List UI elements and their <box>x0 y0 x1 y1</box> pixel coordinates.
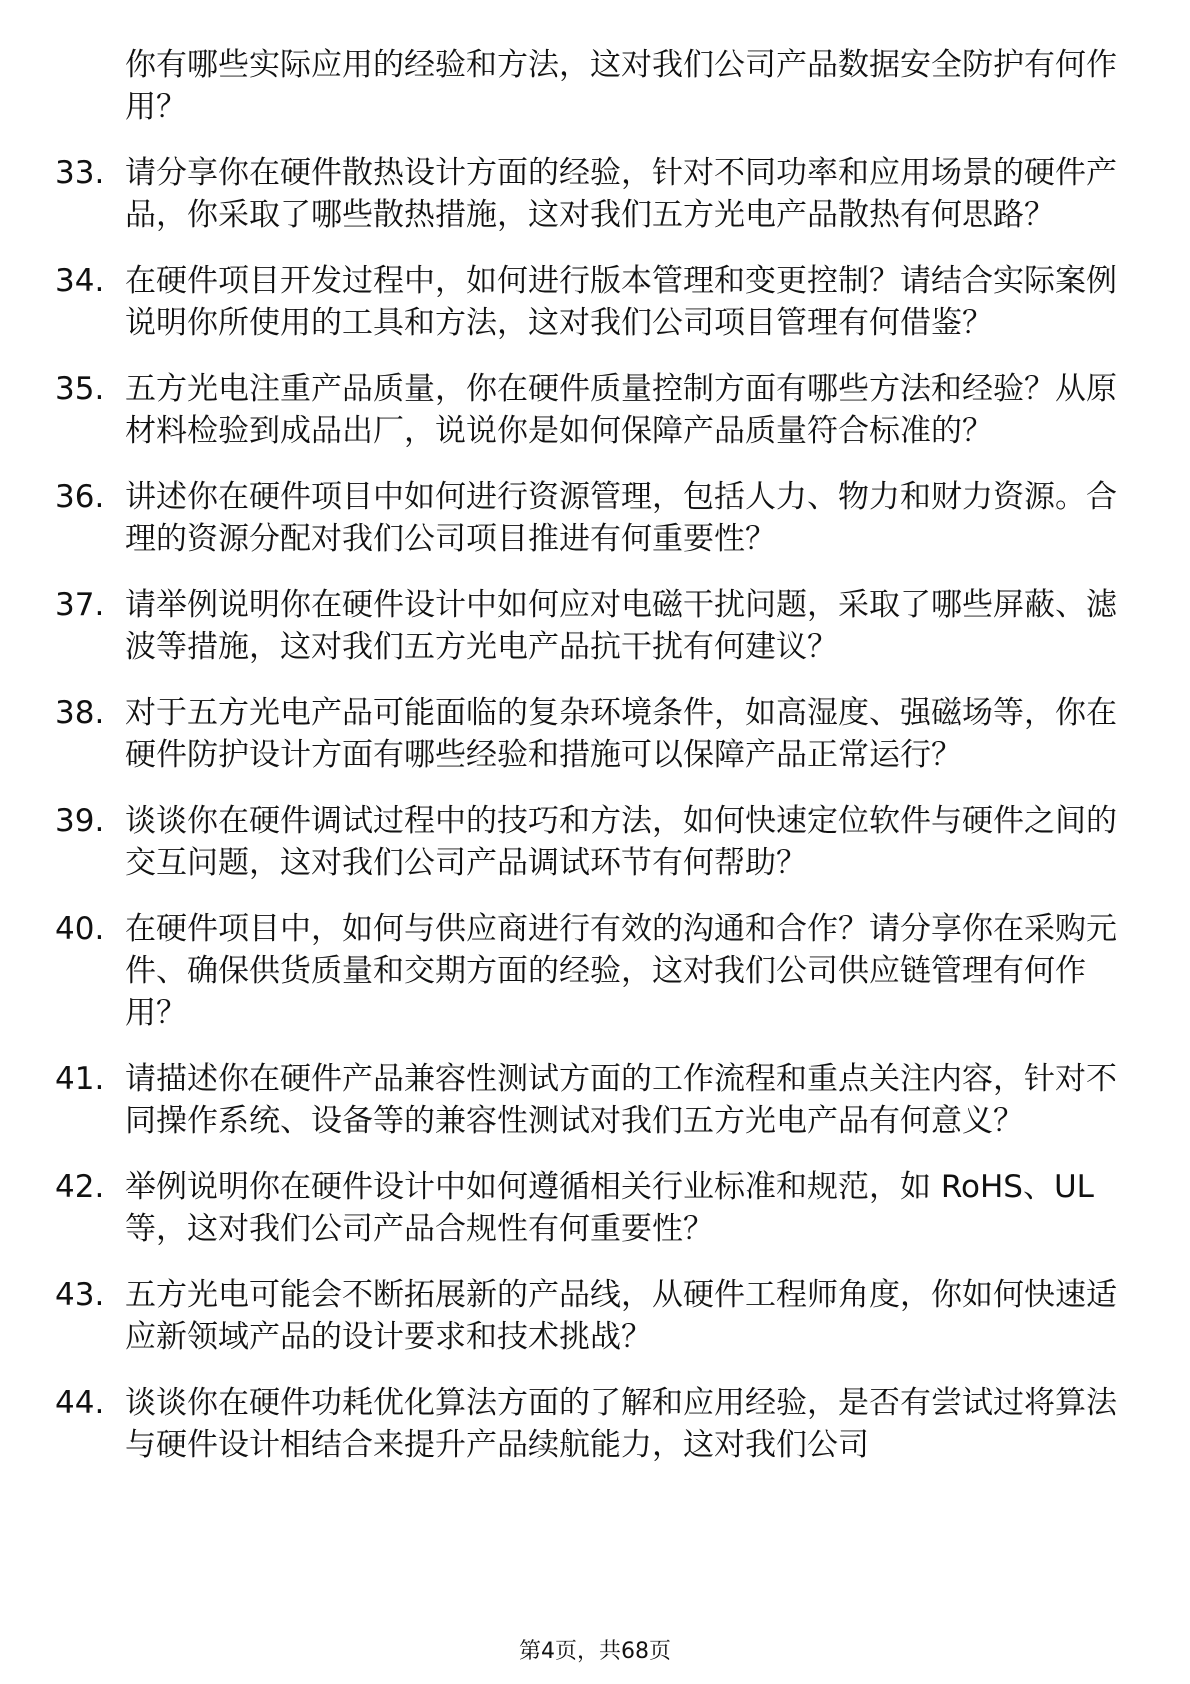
question-text: 在硬件项目中，如何与供应商进行有效的沟通和合作？请分享你在采购元件、确保供货质量和交期方面的经验，这对我们公司供应链管理有何作用？ <box>125 911 1117 1031</box>
question-number: 43. <box>55 1277 105 1313</box>
question-number: 39. <box>55 803 105 839</box>
question-item-38 <box>55 692 1135 776</box>
question-text: 谈谈你在硬件调试过程中的技巧和方法，如何快速定位软件与硬件之间的交互问题，这对我们公司产品调试环节有何帮助？ <box>125 803 1117 881</box>
question-text: 讲述你在硬件项目中如何进行资源管理，包括人力、物力和财力资源。合理的资源分配对我们公司项目推进有何重要性？ <box>125 479 1117 557</box>
question-item-40 <box>55 908 1135 1034</box>
question-number: 40. <box>55 911 105 947</box>
question-item-33 <box>55 152 1135 236</box>
question-item-41 <box>55 1058 1135 1142</box>
question-number: 34. <box>55 263 105 299</box>
question-text: 谈谈你在硬件功耗优化算法方面的了解和应用经验，是否有尝试过将算法与硬件设计相结合来提升产品续航能力，这对我们公司 <box>125 1385 1117 1463</box>
question-text: 请描述你在硬件产品兼容性测试方面的工作流程和重点关注内容，针对不同操作系统、设备等的兼容性测试对我们五方光电产品有何意义？ <box>125 1061 1117 1139</box>
question-text: 对于五方光电产品可能面临的复杂环境条件，如高湿度、强磁场等，你在硬件防护设计方面有哪些经验和措施可以保障产品正常运行？ <box>125 695 1117 773</box>
question-item-43 <box>55 1274 1135 1358</box>
question-text: 五方光电注重产品质量，你在硬件质量控制方面有哪些方法和经验？从原材料检验到成品出厂，说说你是如何保障产品质量符合标准的？ <box>125 371 1117 449</box>
question-item-44 <box>55 1382 1135 1466</box>
question-item-39 <box>55 800 1135 884</box>
question-list <box>55 44 1135 1490</box>
question-number: 36. <box>55 479 105 515</box>
question-text: 举例说明你在硬件设计中如何遵循相关行业标准和规范，如 RoHS、UL 等，这对我们公司产品合规性有何重要性？ <box>125 1169 1094 1247</box>
question-text: 请举例说明你在硬件设计中如何应对电磁干扰问题，采取了哪些屏蔽、滤波等措施，这对我们五方光电产品抗干扰有何建议？ <box>125 587 1117 665</box>
question-number: 44. <box>55 1385 105 1421</box>
question-number: 38. <box>55 695 105 731</box>
question-number: 37. <box>55 587 105 623</box>
page-footer <box>0 1638 1190 1666</box>
question-item-36 <box>55 476 1135 560</box>
continuation-paragraph <box>55 44 1135 128</box>
page-number-label: 第4页，共68页 <box>519 1639 671 1664</box>
question-text: 请分享你在硬件散热设计方面的经验，针对不同功率和应用场景的硬件产品，你采取了哪些散热措施，这对我们五方光电产品散热有何思路？ <box>125 155 1117 233</box>
continuation-text: 你有哪些实际应用的经验和方法，这对我们公司产品数据安全防护有何作用？ <box>125 47 1117 125</box>
question-item-42 <box>55 1166 1135 1250</box>
question-item-34 <box>55 260 1135 344</box>
question-number: 41. <box>55 1061 105 1097</box>
question-number: 42. <box>55 1169 105 1205</box>
question-item-37 <box>55 584 1135 668</box>
question-text: 五方光电可能会不断拓展新的产品线，从硬件工程师角度，你如何快速适应新领域产品的设计要求和技术挑战？ <box>125 1277 1117 1355</box>
question-text: 在硬件项目开发过程中，如何进行版本管理和变更控制？请结合实际案例说明你所使用的工具和方法，这对我们公司项目管理有何借鉴？ <box>125 263 1117 341</box>
question-item-35 <box>55 368 1135 452</box>
question-number: 33. <box>55 155 105 191</box>
question-number: 35. <box>55 371 105 407</box>
